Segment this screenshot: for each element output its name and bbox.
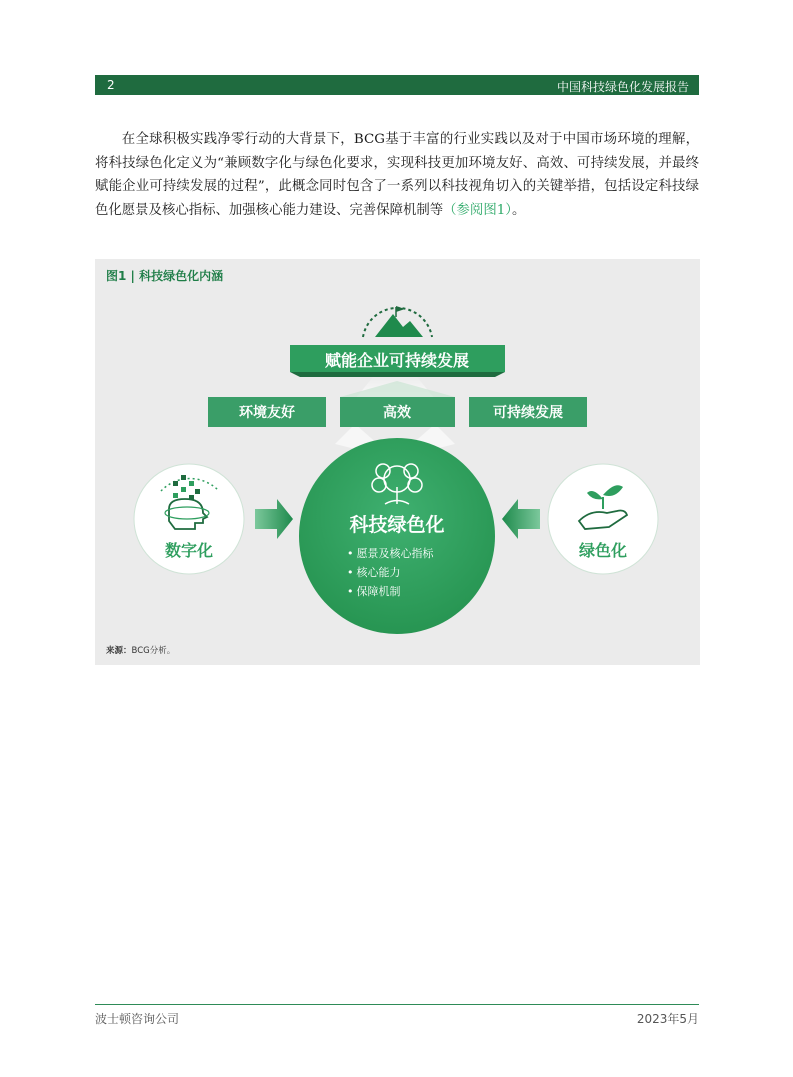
left-label-digital: 数字化 bbox=[164, 541, 214, 560]
figure-title: 图1 | 科技绿色化内涵 bbox=[106, 269, 224, 283]
attribute-sustainable: 可持续发展 bbox=[493, 405, 563, 421]
attribute-boxes bbox=[208, 397, 587, 427]
figure-reference-link[interactable]: （参阅图1） bbox=[443, 202, 512, 218]
center-bullet-3: • 保障机制 bbox=[347, 585, 401, 598]
top-banner-text: 赋能企业可持续发展 bbox=[324, 351, 470, 370]
source-text: BCG分析。 bbox=[131, 646, 176, 656]
right-circle-green bbox=[548, 464, 658, 574]
left-circle-digital bbox=[134, 464, 244, 574]
center-bullet-2: • 核心能力 bbox=[347, 566, 401, 579]
footer-divider bbox=[95, 1004, 699, 1005]
footer-date: 2023年5月 bbox=[636, 1012, 699, 1026]
left-arrow bbox=[255, 499, 293, 539]
figure-source bbox=[106, 644, 175, 656]
page-number: 2 bbox=[107, 78, 115, 92]
paragraph-end: 。 bbox=[511, 202, 526, 218]
right-arrow bbox=[502, 499, 540, 539]
attribute-environment: 环境友好 bbox=[239, 405, 295, 421]
source-label: 来源： bbox=[106, 646, 132, 656]
center-bullet-1: • 愿景及核心指标 bbox=[347, 547, 434, 560]
attribute-efficiency: 高效 bbox=[383, 405, 411, 421]
body-paragraph bbox=[95, 128, 699, 222]
footer-company: 波士顿咨询公司 bbox=[95, 1012, 180, 1026]
center-title: 科技绿色化 bbox=[349, 514, 445, 536]
figure-1 bbox=[95, 259, 700, 665]
figure-diagram bbox=[95, 259, 700, 665]
summit-flag-icon bbox=[363, 306, 432, 337]
top-banner bbox=[290, 345, 505, 377]
paragraph-text: 在全球积极实践净零行动的大背景下，BCG基于丰富的行业实践以及对于中国市场环境的理解，将科技绿色化定义为“兼顾数字化与绿色化要求，实现科技更加环境友好、高效、可持续发展，并最终赋能企业可持续发展的过程”，此概念同时包含了一系列以科技视角切入的关键举措，包括设定科技绿色化愿景及核心指标、加强核心能力建设、完善保障机制等 bbox=[95, 132, 699, 218]
report-title: 中国科技绿色化发展报告 bbox=[556, 80, 689, 94]
center-circle bbox=[299, 438, 495, 634]
right-label-green: 绿色化 bbox=[578, 541, 628, 560]
page-header bbox=[95, 75, 699, 95]
up-arrows bbox=[340, 381, 455, 397]
